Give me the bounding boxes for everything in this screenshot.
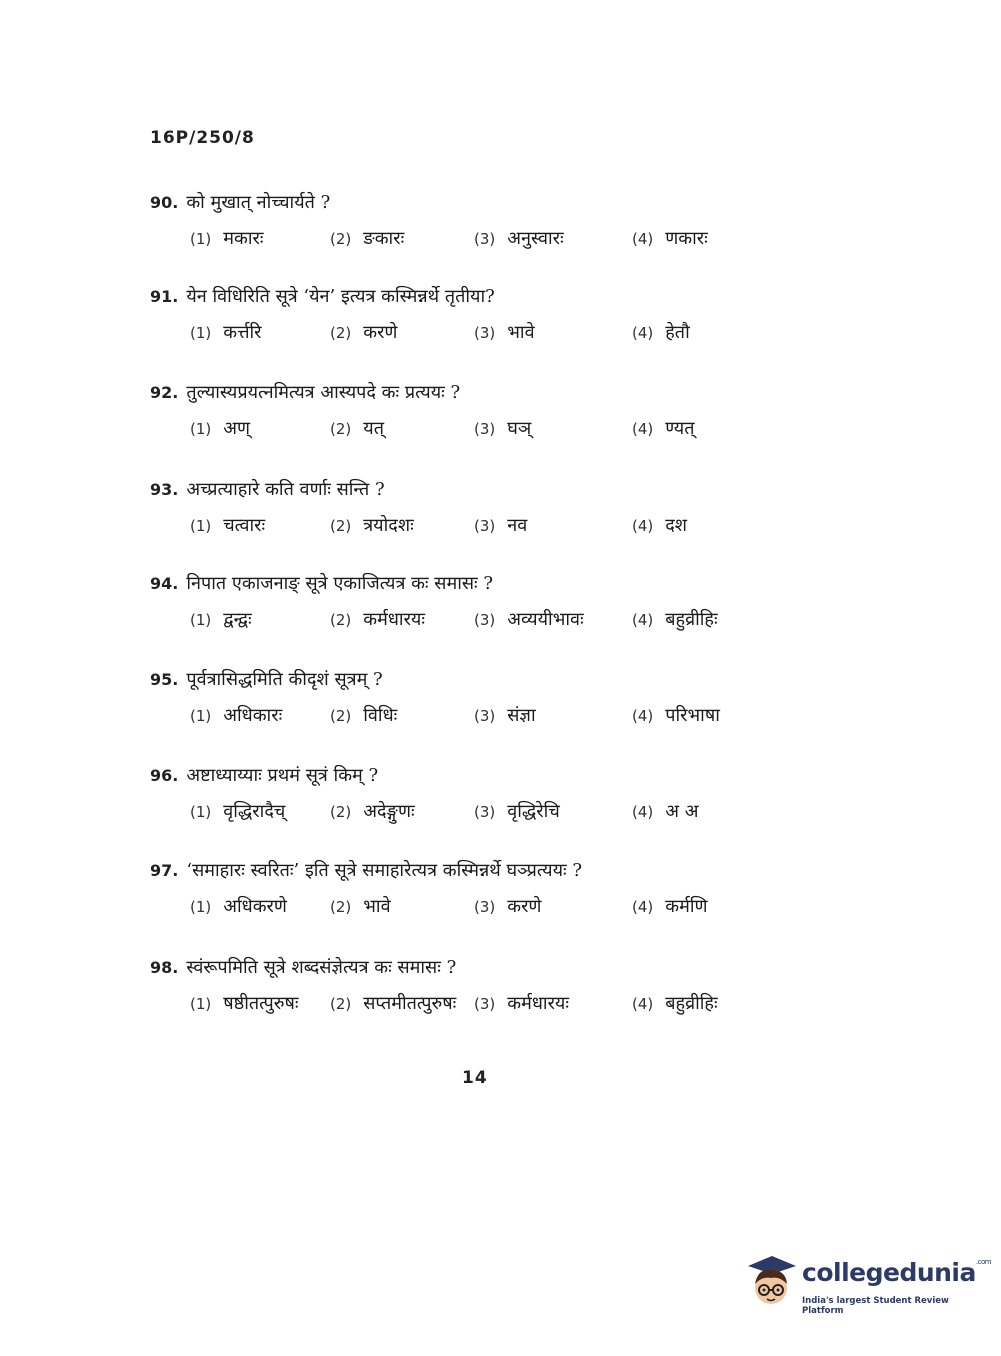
question-number: 95. bbox=[150, 670, 179, 689]
option-3: (3) घञ् bbox=[474, 418, 532, 439]
options-row bbox=[150, 703, 870, 733]
option-3: (3) अव्ययीभावः bbox=[474, 609, 584, 630]
option-4: (4) परिभाषा bbox=[632, 705, 720, 726]
option-2: (2) सप्तमीतत्पुरुषः bbox=[330, 993, 457, 1014]
option-1: (1) अण् bbox=[190, 418, 251, 439]
question-text: स्वंरूपमिति सूत्रे शब्दसंज्ञेत्यत्र कः समासः ? bbox=[186, 957, 457, 978]
question-98 bbox=[150, 955, 870, 1021]
question-text: पूर्वत्रासिद्धमिति कीदृशं सूत्रम् ? bbox=[186, 669, 383, 690]
option-4: (4) कर्मणि bbox=[632, 896, 708, 917]
options-row bbox=[150, 991, 870, 1021]
question-text: येन विधिरिति सूत्रे ‘येन’ इत्यत्र कस्मिन्नर्थे तृतीया? bbox=[186, 286, 495, 307]
question-text: को मुखात् नोच्चार्यते ? bbox=[186, 192, 331, 213]
option-3: (3) संज्ञा bbox=[474, 705, 536, 726]
option-4: (4) बहुव्रीहिः bbox=[632, 609, 718, 630]
question-number: 92. bbox=[150, 383, 179, 402]
options-row bbox=[150, 607, 870, 637]
option-2: (2) करणे bbox=[330, 322, 398, 343]
question-number: 94. bbox=[150, 574, 179, 593]
question-number: 97. bbox=[150, 861, 179, 880]
question-text: ‘समाहारः स्वरितः’ इति सूत्रे समाहारेत्यत्र कस्मिन्नर्थे घञ्प्रत्ययः ? bbox=[186, 860, 583, 881]
option-2: (2) कर्मधारयः bbox=[330, 609, 426, 630]
option-1: (1) कर्त्तरि bbox=[190, 322, 262, 343]
option-2: (2) भावे bbox=[330, 896, 391, 917]
options-row bbox=[150, 513, 870, 543]
question-number: 93. bbox=[150, 480, 179, 499]
option-1: (1) अधिकारः bbox=[190, 705, 283, 726]
option-1: (1) मकारः bbox=[190, 228, 264, 249]
option-1: (1) षष्ठीतत्पुरुषः bbox=[190, 993, 299, 1014]
question-number: 91. bbox=[150, 287, 179, 306]
option-4: (4) णकारः bbox=[632, 228, 708, 249]
options-row bbox=[150, 226, 870, 256]
options-row bbox=[150, 416, 870, 446]
option-1: (1) अधिकरणे bbox=[190, 896, 287, 917]
question-number: 90. bbox=[150, 193, 179, 212]
question-text: अष्टाध्याय्याः प्रथमं सूत्रं किम् ? bbox=[186, 765, 379, 786]
option-3: (3) अनुस्वारः bbox=[474, 228, 564, 249]
option-4: (4) हेतौ bbox=[632, 322, 690, 343]
option-3: (3) वृद्धिरेचि bbox=[474, 801, 560, 822]
option-4: (4) अ अ bbox=[632, 801, 699, 822]
option-4: (4) दश bbox=[632, 515, 688, 536]
options-row bbox=[150, 894, 870, 924]
question-text: निपात एकाजनाङ् सूत्रे एकाजित्यत्र कः समासः ? bbox=[186, 573, 494, 594]
question-90 bbox=[150, 190, 870, 256]
option-2: (2) ङकारः bbox=[330, 228, 405, 249]
option-3: (3) कर्मधारयः bbox=[474, 993, 570, 1014]
page-number: 14 bbox=[462, 1068, 488, 1088]
question-94 bbox=[150, 571, 870, 637]
collegedunia-logo bbox=[742, 1252, 992, 1316]
option-2: (2) विधिः bbox=[330, 705, 398, 726]
option-2: (2) त्रयोदशः bbox=[330, 515, 414, 536]
question-92 bbox=[150, 380, 870, 446]
question-96 bbox=[150, 763, 870, 829]
brand-tagline: India's largest Student Review Platform bbox=[802, 1296, 949, 1316]
option-4: (4) बहुव्रीहिः bbox=[632, 993, 718, 1014]
option-3: (3) नव bbox=[474, 515, 528, 536]
mascot-icon bbox=[742, 1252, 800, 1310]
brand-name: collegedunia$^{.com}$ bbox=[802, 1258, 992, 1287]
question-95 bbox=[150, 667, 870, 733]
option-2: (2) यत् bbox=[330, 418, 384, 439]
question-97 bbox=[150, 858, 870, 924]
option-3: (3) भावे bbox=[474, 322, 535, 343]
option-2: (2) अदेङ्गुणः bbox=[330, 801, 415, 822]
question-text: अच्प्रत्याहारे कति वर्णाः सन्ति ? bbox=[186, 479, 385, 500]
question-93 bbox=[150, 477, 870, 543]
paper-code: 16P/250/8 bbox=[150, 128, 255, 148]
option-3: (3) करणे bbox=[474, 896, 542, 917]
option-1: (1) चत्वारः bbox=[190, 515, 266, 536]
option-1: (1) द्वन्द्वः bbox=[190, 609, 252, 630]
options-row bbox=[150, 799, 870, 829]
question-number: 96. bbox=[150, 766, 179, 785]
option-4: (4) ण्यत् bbox=[632, 418, 695, 439]
question-number: 98. bbox=[150, 958, 179, 977]
options-row bbox=[150, 320, 870, 350]
question-text: तुल्यास्यप्रयत्नमित्यत्र आस्यपदे कः प्रत्ययः ? bbox=[186, 382, 461, 403]
option-1: (1) वृद्धिरादैच् bbox=[190, 801, 286, 822]
question-91 bbox=[150, 284, 870, 350]
